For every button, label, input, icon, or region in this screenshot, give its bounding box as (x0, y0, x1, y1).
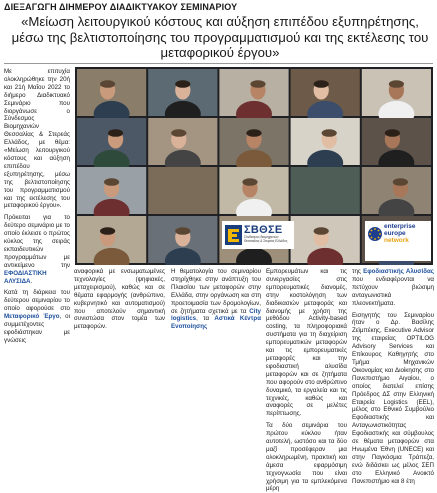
highlight-city-logistics: City logistics (171, 307, 261, 323)
participant-hair (175, 227, 190, 235)
text-run: που ενδιαφέρονται να πετύχουν βιώσιμη ανταγωνιστικά πλεονεκτήματα. (352, 275, 434, 307)
paragraph-second-seminar (4, 214, 70, 285)
een-line-2: europe (384, 229, 406, 237)
text-run: Πρόκειται για το δεύτερο σεμινάριο με το οποίο έκλεισε ο πρώτος κύκλος της σειράς εκπαιδευτικών προγραμμάτων με αντικείμενο την (4, 214, 70, 269)
participant-hair (108, 129, 123, 137)
een-line-3 (384, 238, 415, 245)
paragraph-technologies: αναφορικά με ενσωματωμένες τεχνολογίες (ψηφιακές, μεταχειρισμού), καθώς και σε θέματα εφαρμογής (ανθρώπινο, κυβερνητικό και αυτοματισμού) που αποτελούν σημαντική συνιστώσα στον τομέα των μεταφορών. (74, 268, 165, 331)
participant-hair (393, 178, 408, 186)
participant-hair (314, 227, 329, 235)
participant-tile (148, 216, 217, 265)
participant-hair (104, 178, 119, 186)
een-line-3-text: network (384, 236, 409, 244)
column-4 (266, 268, 347, 493)
participant-hair (242, 178, 257, 186)
video-conference-screenshot (75, 67, 433, 265)
participant-tile (148, 167, 217, 214)
text-run: Κατά τη διάρκεια του δεύτερου σεμιναρίου το οποίο αφορούσε στο (4, 289, 70, 313)
eu-stars-icon (368, 227, 382, 241)
text-run: , τα (196, 315, 215, 323)
participant-tile (291, 167, 360, 214)
een-logo (365, 221, 431, 261)
column-1 (4, 68, 70, 428)
ebose-mark-icon (225, 225, 242, 245)
participant-hair (171, 129, 186, 137)
article-headline: «Μείωση λειτουργικού κόστους και αύξηση επιπέδου εξυπηρέτησης, μέσω της βελτιστοποίησης του προγραμματισμού και της εκτέλεσης του μεταφορικού έργου» (11, 14, 429, 60)
tile-background (291, 167, 360, 214)
participant-hair (314, 80, 329, 88)
column-5 (352, 268, 434, 485)
ebose-logo (222, 221, 294, 249)
column-3 (171, 268, 261, 428)
headline-divider (4, 63, 433, 64)
participant-hair (250, 80, 265, 88)
participant-tile (77, 216, 146, 265)
ebose-subtitle: Σύνδεσμος Βιομηχανιών Θεσσαλίας & Στερεάς Ελλάδος (244, 235, 288, 243)
text-run: της (352, 268, 364, 275)
text-run: , οι συμμετέχοντες εφοδιάστηκαν με γνώσεις (4, 313, 70, 344)
text-run: Η θεματολογία του σεμιναρίου στηρίχθηκε στην ανάπτυξη του Πλαισίου των μεταφορών στην Ελλάδα, στην οργάνωση και στη προετοιμασία των δρομολογίων, σε ζητήματα σχετικά με τα (171, 268, 261, 315)
column-2 (74, 268, 165, 428)
paragraph-intro: Με επιτυχία ολοκληρώθηκε την 20ή και 21ή Μαΐου 2022 το διήμερο Διαδικτυακό Σεμινάριο που διοργάνωσε ο Σύνδεσμος Βιομηχανιών Θεσσαλίας & Στερεάς Ελλάδος, με θέμα: «Μείωση λειτουργικού κόστους και αύξηση επιπέδου εξυπηρέτησης, μέσω της βελτιστοποίησης του προγραμματισμού και της εκτέλεσης του μεταφορικού έργου». (4, 68, 70, 210)
highlight-supply-chain: ΕΦΟΔΙΑΣΤΙΚΗ ΑΛΥΣΙΔΑ (4, 269, 47, 285)
paragraph-topics (171, 268, 261, 331)
paragraph-transport-work (4, 289, 70, 344)
paragraph-topics-cont: Εμπορευμάτων και τις συνεργασίες στις εμπορευματικές διανομές, στην κοστολόγηση των διαδικασιών μεταφοράς και διανομής με χρήση της μεθόδου Activity-based costing, τα πληροφοριακά συστήματα για τη διαχείριση εμπορευματικών μεταφορών και τις εμπορευματικές μεταφορές και την εφοδιαστική αλυσίδα μεταφορών και σε ζητήματα που αφορούν στο ανθρώπινο δυναμικό, τα εργαλεία και τις τεχνικές, καθώς και αναφορές σε μελέτες περίπτωσης. (266, 268, 347, 418)
participant-hair (175, 80, 190, 88)
participant-hair (385, 129, 400, 137)
participant-hair (389, 80, 404, 88)
paragraph-seminars-cycle: Τα δύο σεμινάρια του πρώτου κύκλου ήταν αυτοτελή, ωστόσο και τα δύο μαζί προσέφεραν μια ολοκληρωμένη, πρακτική και άμεσα εφαρμόσιμη τεχνογνωσία που είναι χρήσιμη για τα εμπλεκόμενα μέρη (266, 422, 347, 493)
article-kicker: ΔΙΕΞΑΓΩΓΗ ΔΙΗΜΕΡΟΥ ΔΙΑΔΙΚΤΥΑΚΟΥ ΣΕΜΙΝΑΡΙΟΥ (4, 2, 238, 12)
participant-hair (100, 227, 115, 235)
tile-background (148, 167, 217, 214)
highlight-transport-work: Μεταφορικό Έργο (4, 313, 60, 321)
paragraph-speaker: Εισηγητής του Σεμιναρίου ήταν ο Δρ. Βασίλης Ζεϊμπέκης, Executive Advisor της εταιρείας OPTILOG Advisory Services και Επίκουρος Καθηγητής στο Τμήμα Μηχανικών Οικονομίας και Διοίκησης στο Πανεπιστήμιο Αιγαίου, ο οποίος διατελεί επίσης Πρόεδρος ΔΣ στην Ελληνική Εταιρεία Logistics (EEL), μέλος στο Εθνικό Συμβούλιο Εφοδιαστικής και Ανταγωνιστικότητας Εφοδιαστικής και σύμβουλος σε θέματα μεταφορών στα Ηνωμένα Έθνη (UNECE) και στην Παγκόσμια Τράπεζα, ενώ διδάσκει ως μέλος ΣΕΠ στο Ελληνικό Ανοικτό Πανεπιστήμιο και 8 έτη (352, 311, 434, 485)
participant-hair (100, 80, 115, 88)
een-wordmark (384, 224, 415, 244)
text-run: . (30, 277, 33, 285)
highlight-urban-centers: Αστικά Κέντρα Ενοποίησης (171, 315, 262, 331)
een-line-1: enterprise (384, 223, 416, 230)
participant-tile (291, 216, 360, 265)
highlight-supply-chain-2: Εφοδιαστικής Αλυσίδας (363, 268, 434, 275)
participant-hair (246, 129, 261, 137)
paragraph-supply-chain (352, 268, 434, 308)
participant-hair (322, 129, 337, 137)
ebose-title: ΣΒΘΣΕ (244, 224, 283, 236)
